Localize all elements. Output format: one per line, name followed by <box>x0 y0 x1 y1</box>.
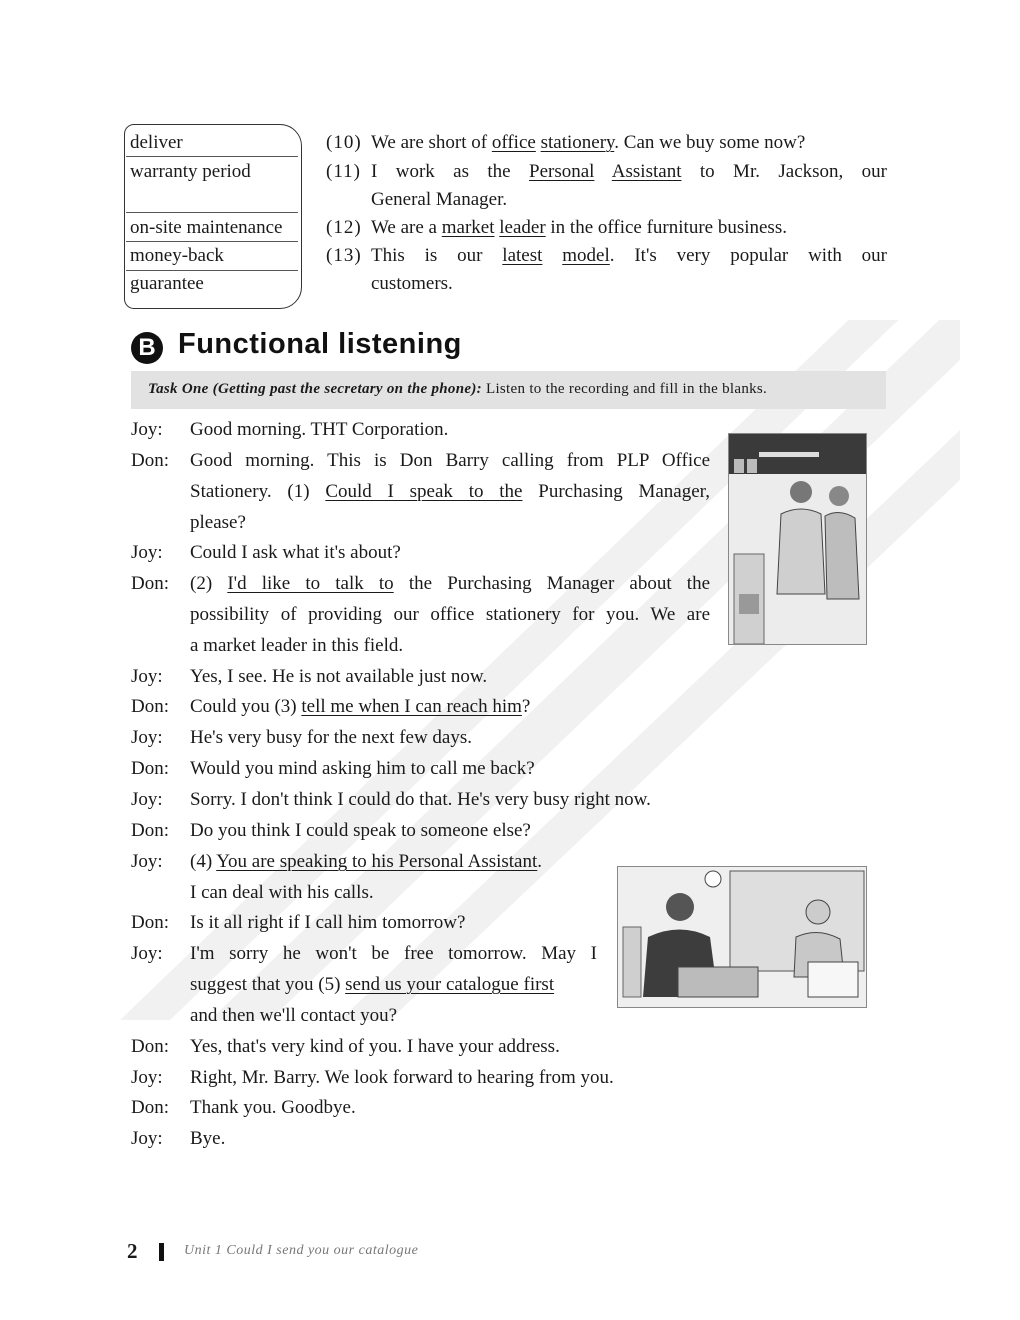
dialogue-line: Good morning. THT Corporation. <box>190 419 449 440</box>
dialogue-line: suggest that you (5) send us your catalogue first <box>190 974 555 995</box>
dialogue-line: I can deal with his calls. <box>190 882 374 903</box>
answer-blank: send us your catalogue first <box>345 974 555 995</box>
answer-blank: Assistant <box>611 161 682 182</box>
dialogue-line: please? <box>190 512 246 533</box>
page-number: 2 <box>127 1239 138 1263</box>
sentence-11-cont: General Manager. <box>371 189 508 210</box>
speaker: Joy: <box>131 1128 163 1149</box>
dialogue-line: I'm sorry he won't be free tomorrow. May I <box>190 943 597 964</box>
answer-blank: latest <box>502 245 543 266</box>
dialogue-line: a market leader in this field. <box>190 635 404 656</box>
sentence-number: (10) <box>326 132 362 153</box>
dialogue-line: (4) You are speaking to his Personal Assistant. <box>190 851 543 872</box>
dialogue-line: Right, Mr. Barry. We look forward to hearing from you. <box>190 1067 614 1088</box>
dialogue-line: Would you mind asking him to call me back? <box>190 758 535 779</box>
answer-blank: I'd like to talk to <box>227 573 394 594</box>
dialogue-line: Yes, that's very kind of you. I have your address. <box>190 1036 560 1057</box>
speaker: Don: <box>131 696 169 717</box>
word-box-divider <box>126 270 298 271</box>
answer-blank: Could I speak to the <box>325 481 523 502</box>
word-box-divider <box>126 212 298 213</box>
sentence-number: (11) <box>326 161 361 182</box>
speaker: Joy: <box>131 789 163 810</box>
answer-blank: market <box>441 217 495 238</box>
section-title: Functional listening <box>178 328 462 360</box>
sentence-10: We are short of office stationery. Can we buy some now? <box>371 132 806 153</box>
speaker: Don: <box>131 450 169 471</box>
word-box-item: money-back <box>130 245 224 266</box>
sentence-number: (13) <box>326 245 362 266</box>
dialogue-line: Could I ask what it's about? <box>190 542 401 563</box>
task-instruction: Task One (Getting past the secretary on the phone): Listen to the recording and fill in the blanks. <box>148 381 768 397</box>
speaker: Joy: <box>131 542 163 563</box>
dialogue-line: Good morning. This is Don Barry calling from PLP Office <box>190 450 710 471</box>
sentence-12: We are a market leader in the office furniture business. <box>371 217 787 238</box>
word-box-divider <box>126 241 298 242</box>
answer-blank: Personal <box>529 161 595 182</box>
sentence-13-cont: customers. <box>371 273 453 294</box>
sentence-11: I work as the Personal Assistant to Mr. Jackson, our <box>371 161 888 182</box>
dialogue-line: Do you think I could speak to someone else? <box>190 820 531 841</box>
dialogue-line: possibility of providing our office stationery for you. We are <box>190 604 710 625</box>
answer-blank: stationery <box>540 132 615 153</box>
speaker: Joy: <box>131 851 163 872</box>
answer-blank: office <box>491 132 536 153</box>
speaker: Joy: <box>131 1067 163 1088</box>
speaker: Joy: <box>131 419 163 440</box>
dialogue-line: Thank you. Goodbye. <box>190 1097 356 1118</box>
answer-blank: You are speaking to his Personal Assistant <box>216 851 538 872</box>
footer-divider <box>159 1243 164 1261</box>
word-box-item: guarantee <box>130 273 204 294</box>
dialogue-line: Is it all right if I call him tomorrow? <box>190 912 466 933</box>
dialogue-line: He's very busy for the next few days. <box>190 727 473 748</box>
speaker: Don: <box>131 1036 169 1057</box>
word-box-item: warranty period <box>130 161 251 182</box>
word-box-item: deliver <box>130 132 183 153</box>
dialogue-line: Could you (3) tell me when I can reach him? <box>190 696 531 717</box>
speaker: Don: <box>131 1097 169 1118</box>
answer-blank: leader <box>499 217 546 238</box>
speaker: Don: <box>131 573 169 594</box>
running-footer: Unit 1 Could I send you our catalogue <box>184 1243 419 1258</box>
speaker: Joy: <box>131 666 163 687</box>
sentence-number: (12) <box>326 217 362 238</box>
dialogue-line: Bye. <box>190 1128 226 1149</box>
answer-blank: tell me when I can reach him <box>301 696 522 717</box>
phone-call-illustration <box>617 866 867 1008</box>
office-workers-illustration <box>728 433 867 645</box>
section-badge: B <box>131 332 163 364</box>
dialogue-line: and then we'll contact you? <box>190 1005 398 1026</box>
speaker: Don: <box>131 758 169 779</box>
speaker: Joy: <box>131 943 163 964</box>
speaker: Don: <box>131 912 169 933</box>
answer-blank: model <box>562 245 610 266</box>
dialogue-line: (2) I'd like to talk to the Purchasing Manager about the <box>190 573 711 594</box>
dialogue-line: Sorry. I don't think I could do that. He's very busy right now. <box>190 789 651 810</box>
dialogue-line: Stationery. (1) Could I speak to the Purchasing Manager, <box>190 481 710 502</box>
speaker: Don: <box>131 820 169 841</box>
word-box-divider <box>126 156 298 157</box>
word-box-item: on-site maintenance <box>130 217 283 238</box>
sentence-13: This is our latest model. It's very popular with our <box>371 245 888 266</box>
dialogue-line: Yes, I see. He is not available just now. <box>190 666 488 687</box>
speaker: Joy: <box>131 727 163 748</box>
